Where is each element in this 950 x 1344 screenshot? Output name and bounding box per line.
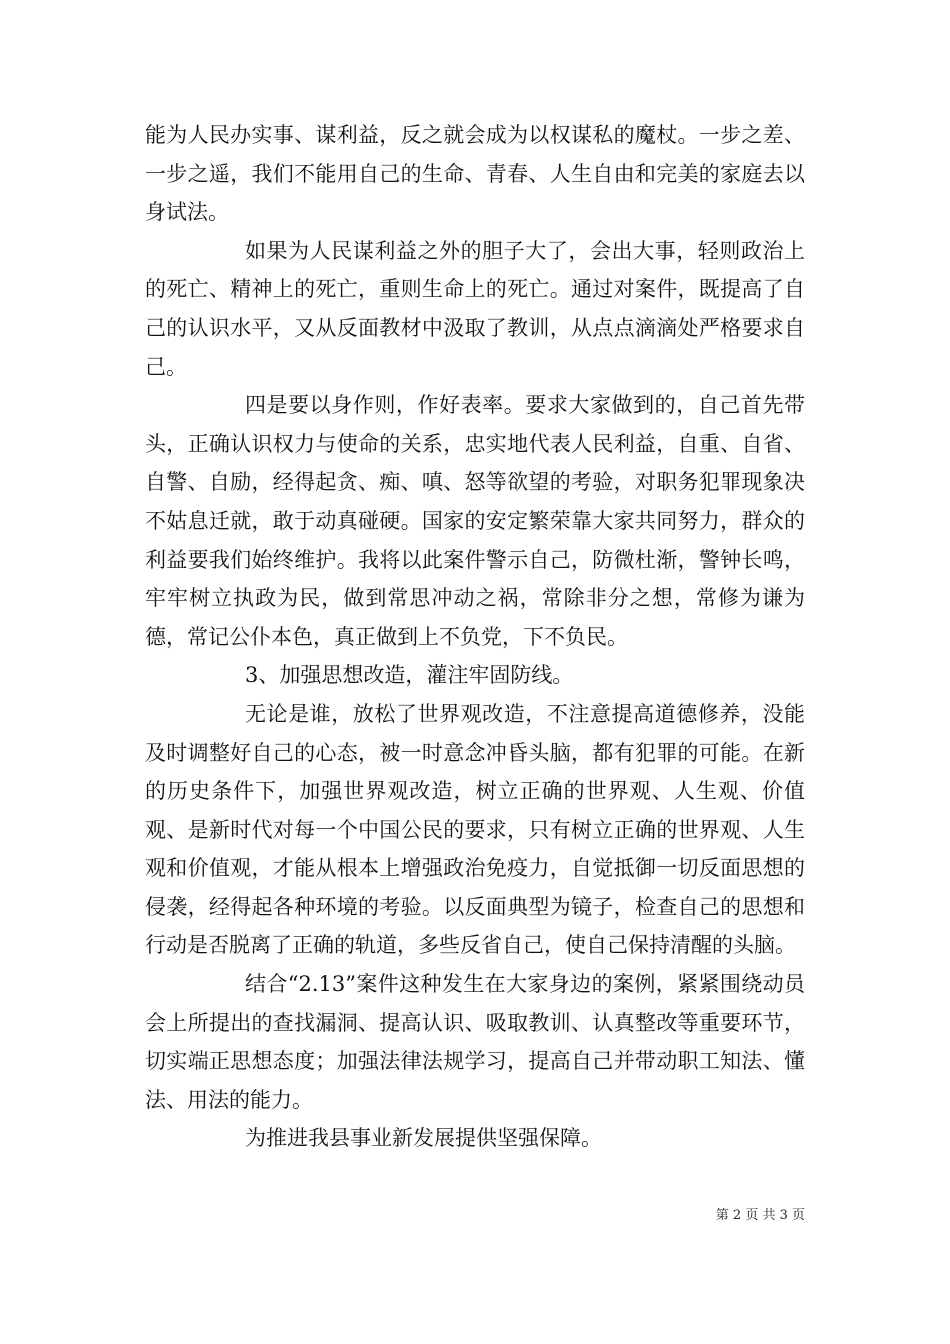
paragraph-lead-by-example: 四是要以身作则，作好表率。要求大家做到的，自己首先带头，正确认识权力与使命的关系，忠实地代表人民利益，自重、自省、自警、自励，经得起贪、痴、嗔、怒等欲望的考验，对职务犯罪现象决不姑息迁就，敢于动真碰硬。国家的安定繁荣靠大家共同努力，群众的利益要我们始终维护。我将以此案件警示自己，防微杜渐，警钟长鸣，牢牢树立执政为民，做到常思冲动之祸，常除非分之想，常修为谦为德，常记公仆本色，真正做到上不负党，下不负民。 <box>145 393 805 649</box>
paragraph-continuation: 能为人民办实事、谋利益，反之就会成为以权谋私的魔杖。一步之差、一步之遥，我们不能用自己的生命、青春、人生自由和完美的家庭去以身试法。 <box>145 123 805 225</box>
document-body <box>145 116 805 1158</box>
paragraph-consequences: 如果为人民谋利益之外的胆子大了，会出大事，轻则政治上的死亡、精神上的死亡，重则生命上的死亡。通过对案件，既提高了自己的认识水平，又从反面教材中汲取了教训，从点点滴滴处严格要求自己。 <box>145 238 805 379</box>
paragraph-case-213: 结合“2.13”案件这种发生在大家身边的案例，紧紧围绕动员会上所提出的查找漏洞、提高认识、吸取教训、认真整改等重要环节，切实端正思想态度；加强法律法规学习，提高自己并带动职工知法、懂法、用法的能力。 <box>145 972 805 1112</box>
paragraph-worldview: 无论是谁，放松了世界观改造，不注意提高道德修养，没能及时调整好自己的心态，被一时意念冲昏头脑，都有犯罪的可能。在新的历史条件下，加强世界观改造，树立正确的世界观、人生观、价值观、是新时代对每一个中国公民的要求，只有树立正确的世界观、人生观和价值观，才能从根本上增强政治免疫力，自觉抵御一切反面思想的侵袭，经得起各种环境的考验。以反面典型为镜子，检查自己的思想和行动是否脱离了正确的轨道，多些反省自己，使自己保持清醒的头脑。 <box>145 701 805 958</box>
section-heading-3: 3、加强思想改造，灌注牢固防线。 <box>245 663 574 688</box>
paragraph-closing: 为推进我县事业新发展提供坚强保障。 <box>245 1126 602 1151</box>
page-number: 第 2 页 共 3 页 <box>715 1208 805 1223</box>
